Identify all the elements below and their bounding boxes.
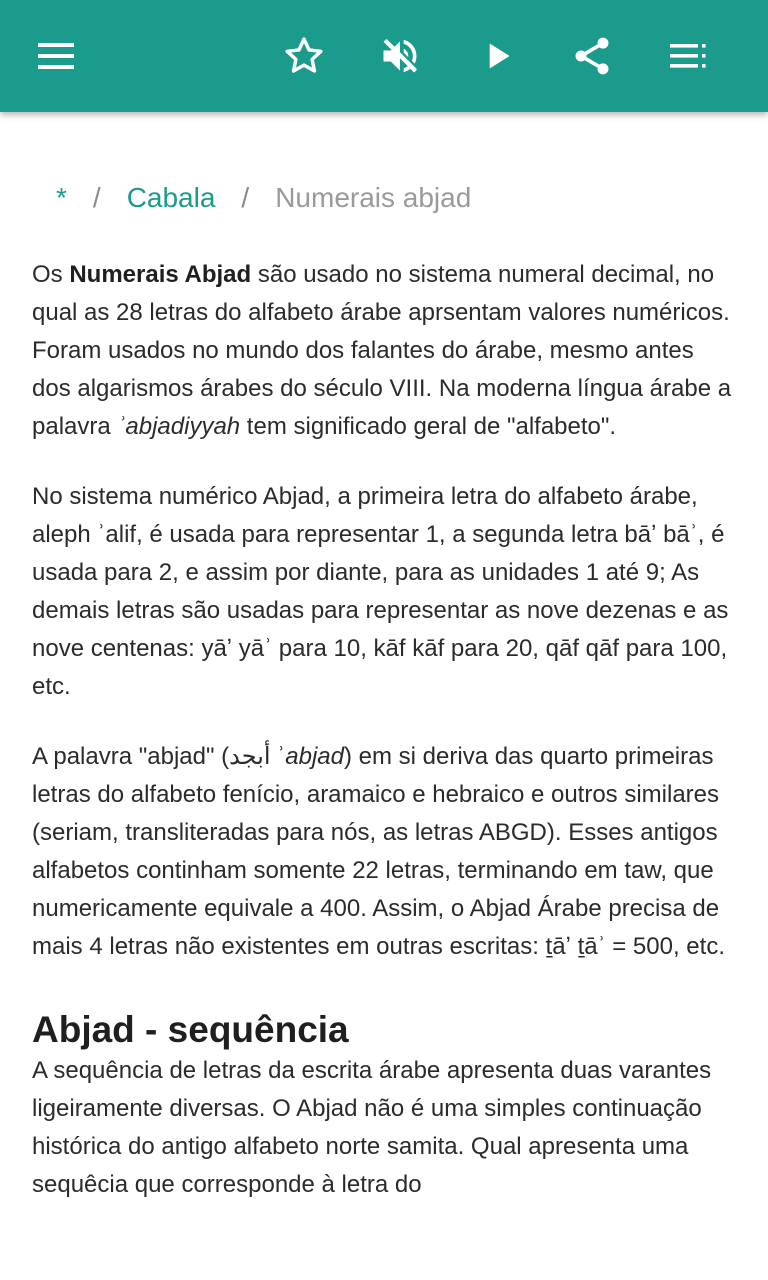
section-heading: Abjad - sequência — [32, 1009, 349, 1050]
content-area[interactable] — [0, 112, 768, 1280]
breadcrumb — [56, 180, 471, 216]
mute-button[interactable] — [372, 28, 428, 84]
paragraph-text: A palavra "abjad" (أبجد ʾ — [32, 743, 286, 770]
article-paragraph-4: A sequência de letras da escrita árabe apresenta duas varantes ligeiramente diversas. O Abjad não é uma simples continuação histórica do antigo alfabeto norte samita. Qual apresenta uma sequêcia que corresponde à letra do — [32, 1057, 712, 1198]
paragraph-text: tem significado geral de "alfabeto". — [240, 413, 617, 440]
playlist-icon — [668, 36, 708, 76]
article-body — [32, 256, 736, 1204]
share-button[interactable] — [564, 28, 620, 84]
menu-button[interactable] — [28, 28, 84, 84]
playlist-button[interactable] — [660, 28, 716, 84]
play-button[interactable] — [470, 28, 526, 84]
breadcrumb-home-link[interactable]: * — [56, 182, 67, 213]
italic-term: abjad — [285, 743, 344, 770]
paragraph-text: são usado no sistema numeral decimal, no qual as 28 letras do alfabeto árabe aprsentam valores numéricos. Foram usados no mundo dos falantes do árabe, mesmo antes dos algarismos árabes do século VIII. Na moderna língua árabe a palavra — [32, 261, 732, 440]
favorite-button[interactable] — [276, 28, 332, 84]
star-icon — [282, 34, 326, 78]
italic-term: ʾabjadiyyah — [117, 413, 241, 440]
share-icon — [570, 34, 614, 78]
app-toolbar — [0, 0, 768, 112]
bold-term: Numerais Abjad — [69, 261, 252, 288]
paragraph-text: Os — [32, 261, 70, 288]
play-icon — [478, 36, 518, 76]
menu-icon — [36, 36, 76, 76]
breadcrumb-current: Numerais abjad — [275, 182, 472, 213]
breadcrumb-separator: / — [92, 182, 101, 213]
paragraph-text: ) em si deriva das quarto primeiras letras do alfabeto fenício, aramaico e hebraico e outros similares (seriam, transliteradas para nós, as letras ABGD). Esses antigos alfabetos continham somente 22 letras, terminando em taw, que numericamente equivale a 400. Assim, o Abjad Árabe precisa de mais 4 letras não existentes em outras escritas: ṯāʼ ṯāʾ = 500, etc. — [32, 743, 725, 960]
breadcrumb-separator: / — [241, 182, 250, 213]
breadcrumb-parent-link[interactable]: Cabala — [126, 182, 216, 213]
article-paragraph-3 — [32, 738, 736, 966]
article-paragraph-2: No sistema numérico Abjad, a primeira letra do alfabeto árabe, aleph ʾalif, é usada para representar 1, a segunda letra bāʼ bāʾ, é usada para 2, e assim por diante, para as unidades 1 até 9; As demais letras são usadas para representar as nove dezenas e as nove centenas: yāʼ yāʾ para 10, kāf kāf para 20, qāf qāf para 100, etc. — [32, 483, 729, 700]
volume-off-icon — [378, 34, 422, 78]
article-paragraph-1 — [32, 256, 736, 446]
